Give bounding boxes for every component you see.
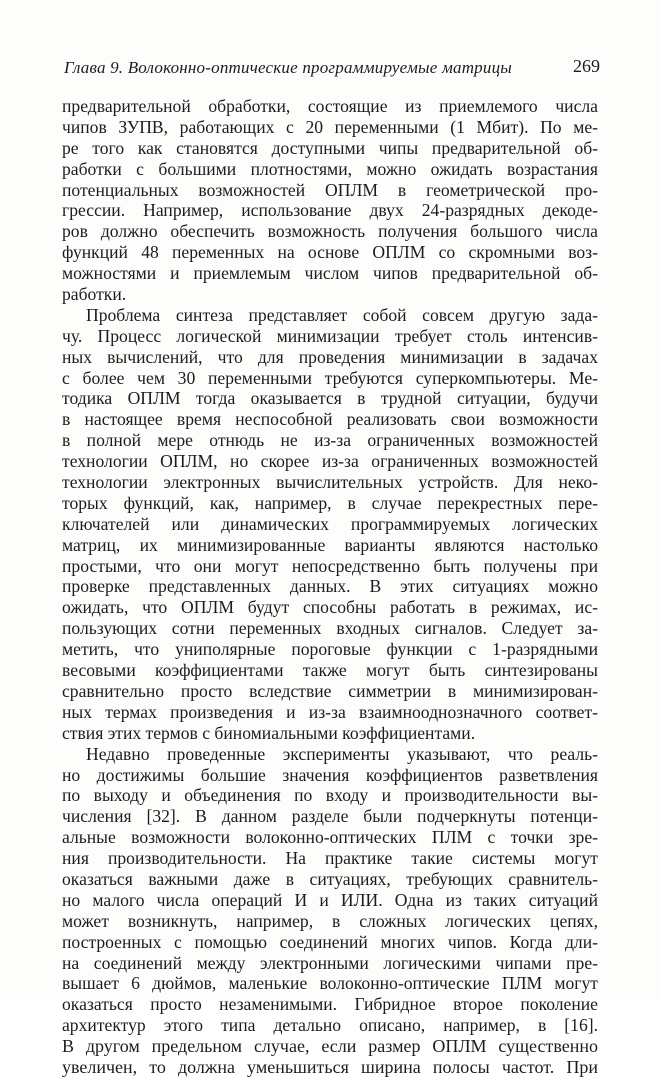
- text-line: проверке представленных данных. В этих ситуациях можно: [62, 576, 598, 597]
- page-number: 269: [573, 56, 600, 76]
- text-line: в полной мере отнюдь не из-за ограниченных возможностей: [62, 430, 598, 451]
- text-line: чу. Процесс логической минимизации требует столь интенсив-: [62, 325, 598, 346]
- text-line: технологии электронных вычислительных устройств. Для неко-: [62, 472, 598, 493]
- text-line: чипов ЗУПВ, работающих с 20 переменными (1 Мбит). По ме-: [62, 116, 598, 137]
- text-line: с более чем 30 переменными требуются суперкомпьютеры. Ме-: [62, 367, 598, 388]
- text-line: но малого числа операций И и ИЛИ. Одна из таких ситуаций: [62, 889, 598, 910]
- text-line: потенциальных возможностей ОПЛМ в геометрической про-: [62, 179, 598, 200]
- text-line: можностями и приемлемым числом чипов предварительной об-: [62, 263, 598, 284]
- text-line: предварительной обработки, состоящие из приемлемого числа: [62, 96, 598, 116]
- text-line: ре того как становятся доступными чипы предварительной об-: [62, 137, 598, 158]
- text-line: числения [32]. В данном разделе были подчеркнуты потенци-: [62, 806, 598, 827]
- text-line: архитектур этого типа детально описано, например, в [16].: [62, 1015, 598, 1036]
- text-line: увеличен, то должна уменьшиться ширина полосы частот. При: [62, 1056, 598, 1077]
- text-line: пользующих сотни переменных входных сигналов. Следует за-: [62, 618, 598, 639]
- text-line: ожидать, что ОПЛМ будут способны работать в режимах, ис-: [62, 597, 598, 618]
- text-line: матриц, их минимизированные варианты являются настолько: [62, 534, 598, 555]
- running-title: Глава 9. Волоконно-оптические программируемые матрицы: [64, 58, 512, 77]
- text-line: но достижимы большие значения коэффициентов разветвления: [62, 764, 598, 785]
- text-line: альные возможности волоконно-оптических ПЛМ с точки зре-: [62, 827, 598, 848]
- text-line: работки с большими плотностями, можно ожидать возрастания: [62, 158, 598, 179]
- text-line: построенных с помощью соединений многих чипов. Когда дли-: [62, 931, 598, 952]
- text-line: оказаться просто незаменимыми. Гибридное второе поколение: [62, 994, 598, 1015]
- text-line: по выходу и объединения по входу и производительности вы-: [62, 785, 598, 806]
- text-line: грессии. Например, использование двух 24-разрядных декоде-: [62, 200, 598, 221]
- text-line: В другом предельном случае, если размер ОПЛМ существенно: [62, 1036, 598, 1057]
- paragraph-start: Недавно проведенные эксперименты указывают, что реаль-: [86, 743, 598, 764]
- text-line: ключателей или динамических программируемых логических: [62, 513, 598, 534]
- body-text: [62, 96, 598, 1078]
- text-line: весовыми коэффициентами также могут быть синтезированы: [62, 660, 598, 681]
- text-line: ных вычислений, что для проведения минимизации в задачах: [62, 346, 598, 367]
- text-line: торых функций, как, например, в случае перекрестных пере-: [62, 492, 598, 513]
- text-line: метить, что униполярные пороговые функции с 1-разрядными: [62, 639, 598, 660]
- text-line: может возникнуть, например, в сложных логических цепях,: [62, 910, 598, 931]
- text-line: ния производительности. На практике такие системы могут: [62, 848, 598, 869]
- text-line: на соединений между электронными логическими чипами пре-: [62, 952, 598, 973]
- text-line: работки.: [62, 284, 127, 305]
- text-line: ных термах произведения и из-за взаимнооднозначного соответ-: [62, 701, 598, 722]
- text-line: простыми, что они могут непосредственно быть получены при: [62, 555, 598, 576]
- page-header: [64, 58, 600, 84]
- text-line: ствия этих термов с биномиальными коэффициентами.: [62, 722, 476, 743]
- text-line: вышает 6 дюймов, маленькие волоконно-оптические ПЛМ могут: [62, 973, 598, 994]
- text-line: технологии ОПЛМ, но скорее из-за ограниченных возможностей: [62, 451, 598, 472]
- text-line: тодика ОПЛМ тогда оказывается в трудной ситуации, будучи: [62, 388, 598, 409]
- text-line: сравнительно просто вследствие симметрии в минимизирован-: [62, 680, 598, 701]
- text-line: оказаться важными даже в ситуациях, требующих сравнитель-: [62, 868, 598, 889]
- paragraph-start: Проблема синтеза представляет собой совсем другую зада-: [86, 304, 598, 325]
- text-line: в настоящее время неспособной реализовать свои возможности: [62, 409, 598, 430]
- text-line: ров должно обеспечить возможность получения большого числа: [62, 221, 598, 242]
- text-line: функций 48 переменных на основе ОПЛМ со скромными воз-: [62, 242, 598, 263]
